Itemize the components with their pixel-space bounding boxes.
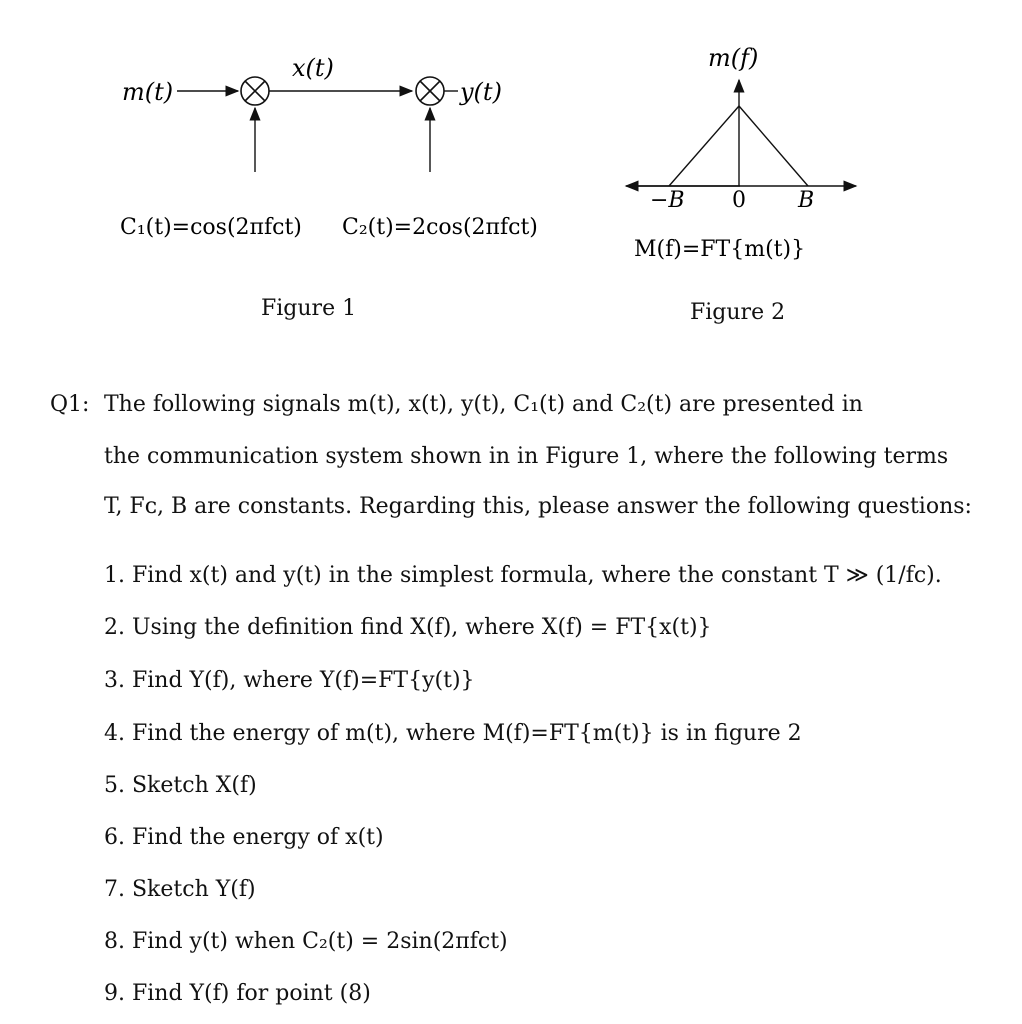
tick-pos-b: B [798,188,815,213]
question-item-3: 3. Find Y(f), where Y(f)=FT{y(t)} [104,668,475,693]
question-item-2: 2. Using the definition find X(f), where X(f) = FT{x(t)} [104,615,712,640]
question-item-5: 5. Sketch X(f) [104,773,257,798]
output-signal-label: y(t) [460,78,502,106]
intro-line-2: the communication system shown in in Figure 1, where the following terms [104,444,949,469]
question-item-6: 6. Find the energy of x(t) [104,825,384,850]
mixer-2-icon [416,77,444,105]
figure-1-diagram [0,0,600,260]
question-item-1: 1. Find x(t) and y(t) in the simplest formula, where the constant T ≫ (1/fc). [104,563,942,588]
question-item-4: 4. Find the energy of m(t), where M(f)=FT{m(t)} is in figure 2 [104,721,802,746]
intro-line-1: The following signals m(t), x(t), y(t), C₁(t) and C₂(t) are presented in [104,392,863,417]
intro-line-3: T, Fᴄ, B are constants. Regarding this, please answer the following questions: [104,494,972,519]
carrier-1-label: C₁(t)=cos(2πfᴄt) [120,215,302,240]
figure-1-caption-text: Figure 1 [261,296,357,321]
figure-2-spectrum [600,0,880,290]
question-number: Q1: [50,392,90,417]
spectrum-formula: M(f)=FT{m(t)} [634,237,806,262]
input-signal-label: m(t) [122,78,174,106]
mid-signal-label: x(t) [292,54,334,82]
question-item-8: 8. Find y(t) when C₂(t) = 2sin(2πfct) [104,929,508,954]
mixer-1-icon [241,77,269,105]
spectrum-ylabel: m(f) [708,44,759,72]
question-item-7: 7. Sketch Y(f) [104,877,256,902]
figure-2-caption: Figure 2 [690,300,786,325]
question-item-9: 9. Find Y(f) for point (8) [104,981,371,1006]
carrier-2-label: C₂(t)=2cos(2πfᴄt) [342,215,538,240]
tick-zero: 0 [732,188,746,213]
tick-neg-b: −B [650,188,685,213]
